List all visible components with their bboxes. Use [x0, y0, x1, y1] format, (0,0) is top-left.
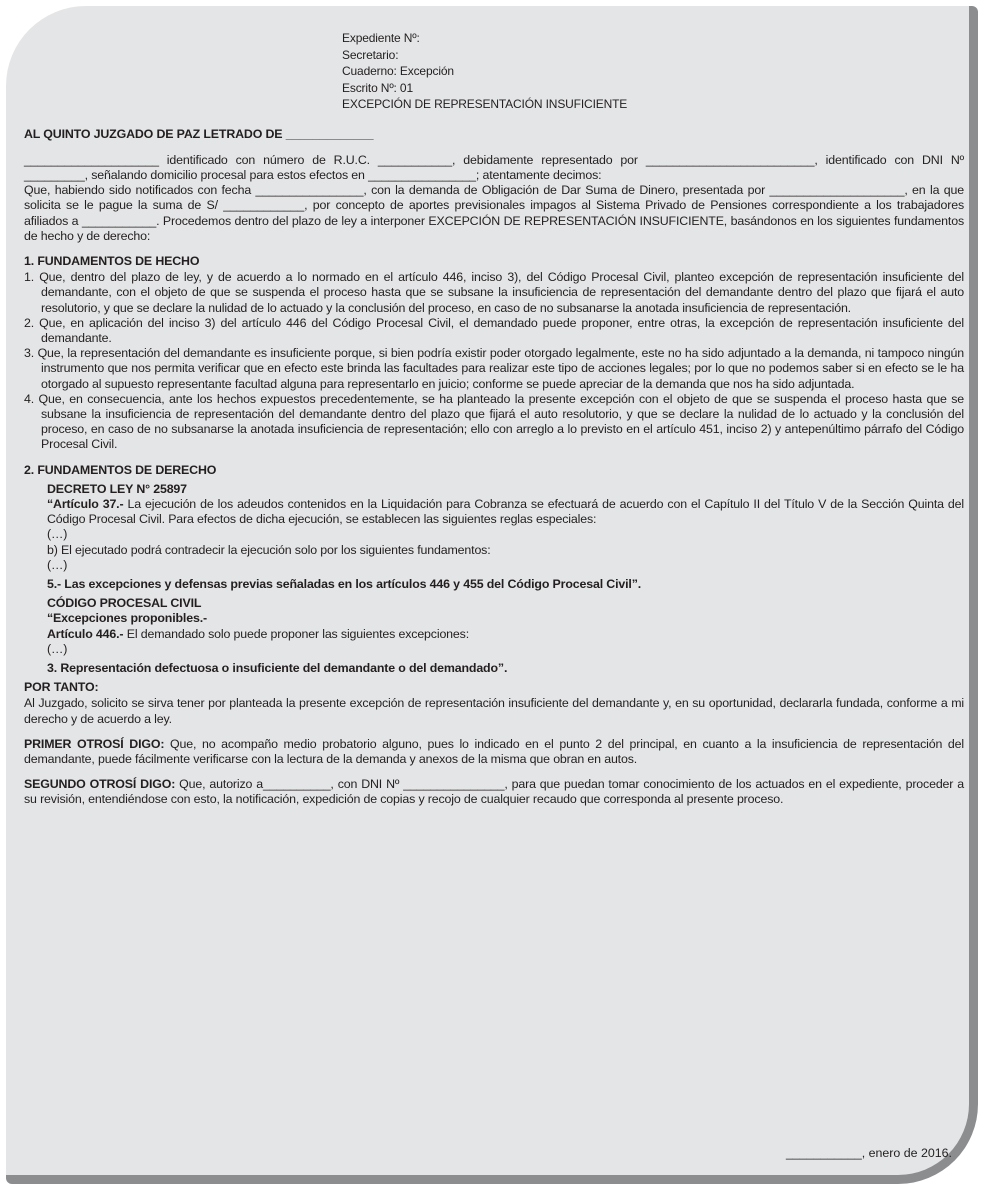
ellipsis-3: (…) — [47, 641, 68, 656]
segundo-otrosi-paragraph — [24, 777, 964, 807]
facts-list — [24, 270, 964, 452]
por-tanto-title: POR TANTO: — [24, 680, 99, 695]
primer-otrosi-label: PRIMER OTROSÍ DIGO: — [24, 736, 165, 751]
intro-paragraph-2: Que, habiendo sido notificados con fecha ________________, con la demanda de Obligación de Dar Suma de Dinero, presentada por ____________________, en la que solicita se le pague la suma de S/ ____________, por concepto de aportes previsionales impagos al Sistema Privado de Pensiones correspondiente a los trabajadores afiliados a ___________. Procedemos dentro del plazo de ley a interponer EXCEPCIÓN DE REPRESENTACIÓN INSUFICIENTE, basándonos en los siguientes fundamentos de hecho y de derecho: — [24, 183, 964, 243]
intro-paragraph-1: ____________________ identificado con número de R.U.C. ___________, debidamente representado por _________________________, identificado con DNI Nº _________, señalando domicilio procesal para estos efectos en ________________; atentamente decimos: — [24, 152, 964, 182]
ellipsis-2: (…) — [47, 557, 68, 572]
intro-section — [24, 153, 964, 244]
fact-item-3: 3. Que, la representación del demandante es insuficiente porque, si bien podría existir poder otorgado legalmente, este no ha sido adjuntado a la demanda, ni tampoco ningún instrumento que nos permita verificar que en efecto este brinda las facultades para realizar este tipo de acciones legales; por lo que no podemos saber si en efecto se le ha otorgado al supuesto representante facultad alguna para representarlo en juicio; conforme se puede apreciar de la demanda que nos ha sido adjuntada. — [24, 346, 964, 391]
header-document-type: EXCEPCIÓN DE REPRESENTACIÓN INSUFICIENTE — [342, 97, 628, 111]
document-content — [24, 30, 964, 808]
header-escrito: Escrito Nº: 01 — [342, 80, 413, 95]
article-37-paragraph — [47, 497, 964, 527]
header-secretario: Secretario: — [342, 47, 399, 62]
por-tanto-text: Al Juzgado, solicito se sirva tener por planteada la presente excepción de representación insuficiente del demandante y, en su oportunidad, declararla fundada, conforme a mi derecho y de acuerdo a ley. — [24, 696, 964, 726]
header-expediente: Expediente Nº: — [342, 31, 420, 45]
law-block — [47, 482, 964, 676]
fact-item-1: 1. Que, dentro del plazo de ley, y de acuerdo a lo normado en el artículo 446, inciso 3), del Código Procesal Civil, planteo excepción de representación insuficiente del demandante, con el objeto de que se suspenda el proceso hasta que se subsane la insuficiencia de representación del demandante dentro del plazo que fijará el auto resolutorio, y que se declare la nulidad de lo actuado y la conclusión del proceso, en caso de no subsanarse la anotada insuficiencia de representación. — [24, 270, 964, 315]
segundo-otrosi-label: SEGUNDO OTROSÍ DIGO: — [24, 777, 176, 792]
law-section-title: 2. FUNDAMENTOS DE DERECHO — [24, 462, 217, 477]
article-446-label: Artículo 446.- — [47, 626, 124, 641]
court-addressee: AL QUINTO JUZGADO DE PAZ LETRADO DE _____________ — [24, 126, 374, 141]
fact-item-2: 2. Que, en aplicación del inciso 3) del artículo 446 del Código Procesal Civil, el demandado puede proponer, entre otras, la excepción de representación insuficiente del demandante. — [24, 315, 964, 345]
date-line: ___________, enero de 2016. — [785, 1146, 952, 1160]
segundo-otrosi-text: Que, autorizo a__________, con DNI Nº _______________, para que puedan tomar conocimiento de los actuados en el expediente, proceder a su revisión, entendiéndose con esto, la notificación, expedición de copias y recojo de cualquier recaudo que corresponda al presente proceso. — [24, 777, 964, 807]
clause-3: 3. Representación defectuosa o insuficiente del demandante o del demandado”. — [47, 661, 508, 675]
article-446-text: El demandado solo puede proponer las siguientes excepciones: — [123, 626, 470, 641]
case-header — [342, 30, 964, 113]
article-37-label: “Artículo 37.- — [47, 496, 124, 511]
excepciones-proponibles: “Excepciones proponibles.- — [47, 611, 207, 626]
article-446-paragraph — [47, 627, 964, 642]
clause-5: 5.- Las excepciones y defensas previas señaladas en los artículos 446 y 455 del Código Procesal Civil”. — [47, 576, 642, 591]
facts-section-title: 1. FUNDAMENTOS DE HECHO — [24, 253, 200, 268]
decree-title: DECRETO LEY N° 25897 — [47, 481, 187, 496]
article-37-text: La ejecución de los adeudos contenidos en la Liquidación para Cobranza se efectuará de acuerdo con el Capítulo II del Título V de la Sección Quinta del Código Procesal Civil. Para efectos de dicha ejecución, se establecen las siguientes reglas especiales: — [47, 496, 964, 527]
header-cuaderno: Cuaderno: Excepción — [342, 64, 454, 78]
clause-b: b) El ejecutado podrá contradecir la ejecución solo por los siguientes fundamentos: — [47, 542, 491, 557]
fact-item-4: 4. Que, en consecuencia, ante los hechos expuestos precedentemente, se ha planteado la presente excepción con el objeto de que se suspenda el proceso hasta que se subsane la insuficiencia de representación del demandante dentro del plazo que fijará el auto resolutorio, y que se declare la nulidad de lo actuado y la conclusión del proceso, en caso de no subsanarse la anotada insuficiencia de representación; ello con arreglo a lo previsto en el artículo 451, inciso 2) y antepenúltimo párrafo del Código Procesal Civil. — [24, 391, 964, 452]
cpc-title: CÓDIGO PROCESAL CIVIL — [47, 596, 202, 611]
primer-otrosi-paragraph — [24, 737, 964, 767]
primer-otrosi-text: Que, no acompaño medio probatorio alguno, pues lo indicado en el punto 2 del principal, en cuanto a la insuficiencia de representación del demandante, puede fácilmente verificarse con la lectura de la demanda y anexos de la misma que obran en autos. — [24, 736, 964, 767]
ellipsis-1: (…) — [47, 527, 68, 542]
